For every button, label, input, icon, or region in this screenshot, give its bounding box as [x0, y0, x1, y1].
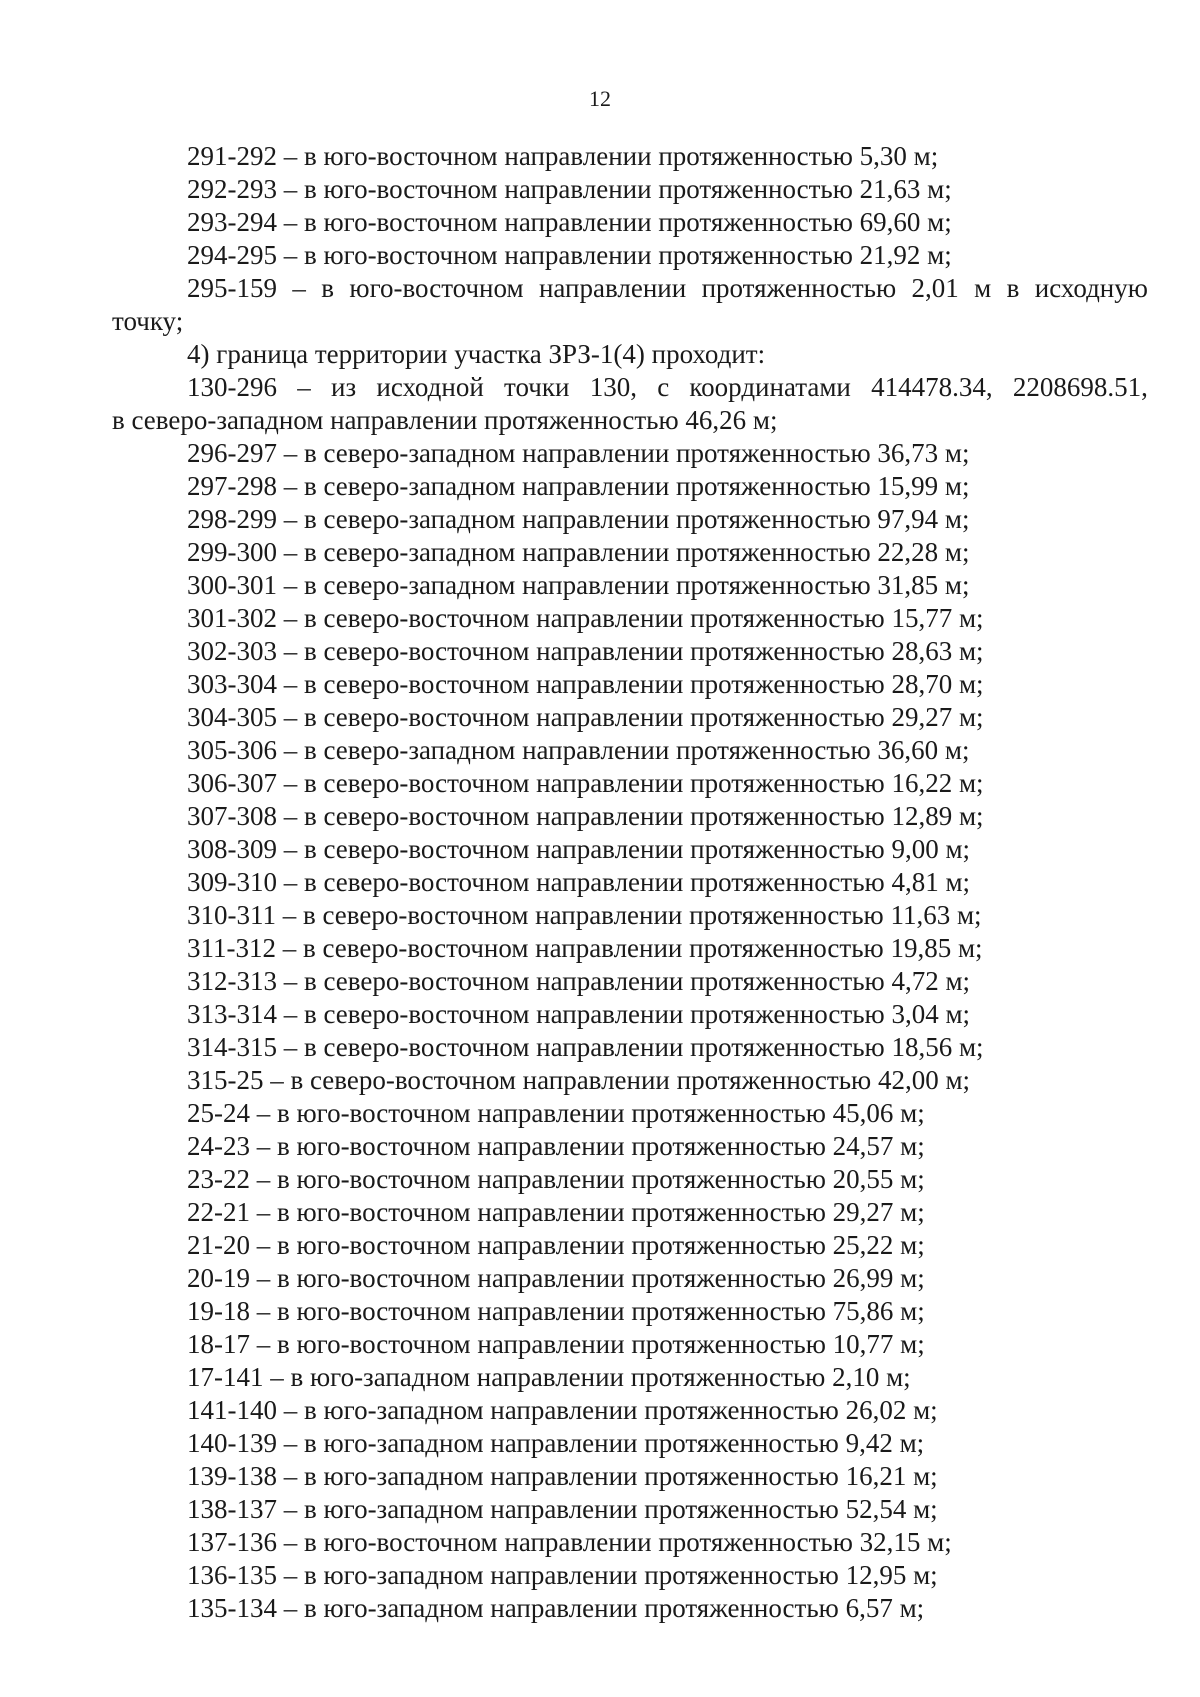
boundary-segment-line: 311-312 – в северо-восточном направлении протяженностью 19,85 м; [187, 933, 983, 963]
boundary-segment-line: 25-24 – в юго-восточном направлении протяженностью 45,06 м; [187, 1098, 925, 1128]
boundary-segment-line: 17-141 – в юго-западном направлении протяженностью 2,10 м; [187, 1362, 911, 1392]
word: с [657, 372, 670, 402]
word: точки [504, 372, 570, 402]
boundary-segment-line: 20-19 – в юго-восточном направлении протяженностью 26,99 м; [187, 1263, 925, 1293]
paragraph-295-159 [112, 272, 1148, 305]
page-number: 12 [589, 86, 611, 111]
boundary-segment-line: 21-20 – в юго-восточном направлении протяженностью 25,22 м; [187, 1230, 925, 1260]
section-heading: 4) граница территории участка ЗРЗ-1(4) проходит: [187, 339, 766, 369]
boundary-segment-line: 309-310 – в северо-восточном направлении протяженностью 4,81 м; [187, 867, 971, 897]
boundary-segment-line: 291-292 – в юго-восточном направлении протяженностью 5,30 м; [187, 141, 939, 171]
boundary-segment-line: 296-297 – в северо-западном направлении протяженностью 36,73 м; [187, 438, 970, 468]
boundary-segment-line: 292-293 – в юго-восточном направлении протяженностью 21,63 м; [187, 174, 952, 204]
word: 414478.34, [871, 372, 993, 402]
boundary-segment-line: 315-25 – в северо-восточном направлении протяженностью 42,00 м; [187, 1065, 971, 1095]
boundary-segment-line: 302-303 – в северо-восточном направлении протяженностью 28,63 м; [187, 636, 984, 666]
boundary-segment-line: 297-298 – в северо-западном направлении протяженностью 15,99 м; [187, 471, 970, 501]
boundary-segment-line: 294-295 – в юго-восточном направлении протяженностью 21,92 м; [187, 240, 952, 270]
boundary-list-bottom [112, 437, 1148, 1625]
boundary-segment-line: 303-304 – в северо-восточном направлении протяженностью 28,70 м; [187, 669, 984, 699]
boundary-segment-line: 305-306 – в северо-западном направлении протяженностью 36,60 м; [187, 735, 970, 765]
word: юго-восточном [349, 273, 524, 303]
boundary-segment-line: 137-136 – в юго-восточном направлении протяженностью 32,15 м; [187, 1527, 952, 1557]
word: исходную [1034, 273, 1148, 303]
boundary-segment-line: 300-301 – в северо-западном направлении протяженностью 31,85 м; [187, 570, 970, 600]
word: в [321, 273, 335, 303]
word: – [292, 273, 306, 303]
boundary-segment-line: 293-294 – в юго-восточном направлении протяженностью 69,60 м; [187, 207, 952, 237]
boundary-segment-line: 308-309 – в северо-восточном направлении протяженностью 9,00 м; [187, 834, 971, 864]
word: исходной [376, 372, 484, 402]
boundary-segment-line: 19-18 – в юго-восточном направлении протяженностью 75,86 м; [187, 1296, 925, 1326]
boundary-segment-line: 304-305 – в северо-восточном направлении протяженностью 29,27 м; [187, 702, 984, 732]
boundary-segment-line: 310-311 – в северо-восточном направлении протяженностью 11,63 м; [187, 900, 982, 930]
boundary-segment-line: 299-300 – в северо-западном направлении протяженностью 22,28 м; [187, 537, 970, 567]
word: 2208698.51, [1012, 372, 1148, 402]
boundary-segment-line: 140-139 – в юго-западном направлении протяженностью 9,42 м; [187, 1428, 925, 1458]
paragraph-continuation: точку; [112, 306, 184, 336]
word: из [331, 372, 357, 402]
boundary-segment-line: 313-314 – в северо-восточном направлении протяженностью 3,04 м; [187, 999, 971, 1029]
boundary-segment-line: 135-134 – в юго-западном направлении протяженностью 6,57 м; [187, 1593, 925, 1623]
boundary-segment-line: 301-302 – в северо-восточном направлении протяженностью 15,77 м; [187, 603, 984, 633]
word: в [1006, 273, 1020, 303]
word: протяженностью [701, 273, 897, 303]
boundary-segment-line: 141-140 – в юго-западном направлении протяженностью 26,02 м; [187, 1395, 938, 1425]
boundary-segment-line: 136-135 – в юго-западном направлении протяженностью 12,95 м; [187, 1560, 938, 1590]
word: направлении [538, 273, 687, 303]
word: 130-296 [187, 372, 277, 402]
boundary-segment-line: 306-307 – в северо-восточном направлении протяженностью 16,22 м; [187, 768, 984, 798]
word: м [974, 273, 992, 303]
word: координатами [689, 372, 851, 402]
boundary-segment-line: 307-308 – в северо-восточном направлении протяженностью 12,89 м; [187, 801, 984, 831]
boundary-segment-line: 138-137 – в юго-западном направлении протяженностью 52,54 м; [187, 1494, 938, 1524]
boundary-segment-line: 24-23 – в юго-восточном направлении протяженностью 24,57 м; [187, 1131, 925, 1161]
boundary-segment-line: 139-138 – в юго-западном направлении протяженностью 16,21 м; [187, 1461, 938, 1491]
word: – [297, 372, 311, 402]
document-body [112, 140, 1148, 1625]
boundary-list-top [112, 140, 1148, 272]
word: 2,01 [911, 273, 959, 303]
word: 130, [589, 372, 637, 402]
boundary-segment-line: 298-299 – в северо-западном направлении протяженностью 97,94 м; [187, 504, 970, 534]
boundary-segment-line: 314-315 – в северо-восточном направлении протяженностью 18,56 м; [187, 1032, 984, 1062]
boundary-segment-line: 23-22 – в юго-восточном направлении протяженностью 20,55 м; [187, 1164, 925, 1194]
word: 295-159 [187, 273, 277, 303]
paragraph-130-296 [112, 371, 1148, 404]
boundary-segment-line: 312-313 – в северо-восточном направлении протяженностью 4,72 м; [187, 966, 971, 996]
boundary-segment-line: 22-21 – в юго-восточном направлении протяженностью 29,27 м; [187, 1197, 925, 1227]
paragraph-continuation: в северо-западном направлении протяженностью 46,26 м; [112, 405, 778, 435]
boundary-segment-line: 18-17 – в юго-восточном направлении протяженностью 10,77 м; [187, 1329, 925, 1359]
